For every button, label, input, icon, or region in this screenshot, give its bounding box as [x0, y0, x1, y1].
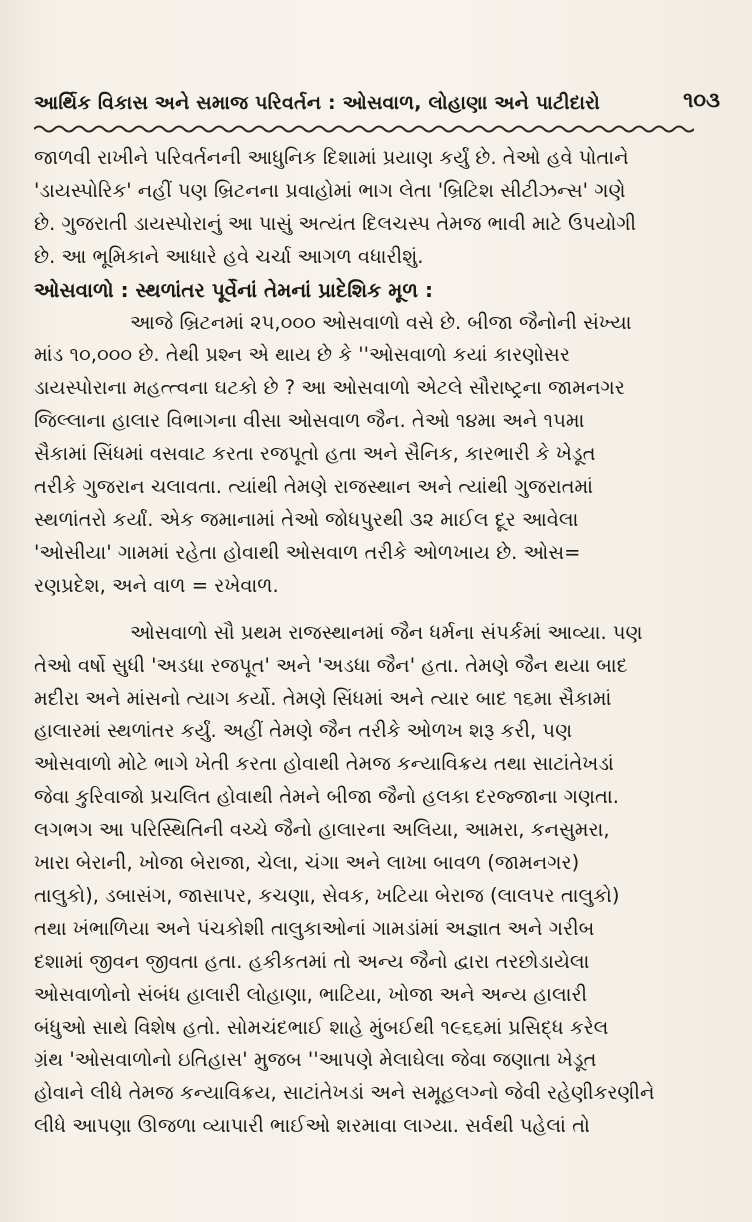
decorative-wavy-rule [34, 124, 694, 134]
text-line: ડાયસ્પોરાના મહત્ત્વના ઘટકો છે ? આ ઓસવાળો એટલે સૌરાષ્ટ્રના જામનગર [34, 376, 625, 400]
paragraph-1 [34, 307, 702, 603]
text-line: ઓસવાળો મોટે ભાગે ખેતી કરતા હોવાથી તેમજ કન્યાવિક્રય તથા સાટાંતેખડાં [34, 752, 614, 776]
text-line: બંધુઓ સાથે વિશેષ હતો. સોમચંદભાઈ શાહે મુંબઈથી ૧૯૬૬માં પ્રસિદ્ધ કરેલ [34, 1015, 609, 1039]
text-line: તાલુકો), ડબાસંગ, જાસાપર, કચણા, સેવક, ખટિયા બેરાજ (લાલપર તાલુકો) [34, 883, 620, 907]
paragraph-2 [34, 617, 702, 1144]
text-line: જેવા કુરિવાજો પ્રચલિત હોવાથી તેમને બીજા જૈનો હલકા દરજ્જાના ગણતા. [34, 785, 619, 809]
text-line: માંડ ૧૦,૦૦૦ છે. તેથી પ્રશ્ન એ થાય છે કે ''ઓસવાળો કયાં કારણોસર [34, 343, 570, 367]
text-line: ગ્રંથ 'ઓસવાળોનો ઇતિહાસ' મુજબ ''આપણે મેલાઘેલા જેવા જણાતા ખેડૂત [34, 1048, 597, 1072]
page-number: ૧૦૩ [683, 88, 720, 112]
text-line: છે. ગુજરાતી ડાયસ્પોરાનું આ પાસું અત્યંત દિલચસ્પ તેમજ ભાવી માટે ઉપયોગી [34, 211, 637, 235]
text-line: હાલારમાં સ્થળાંતર કર્યું. અહીં તેમણે જૈન તરીકે ઓળખ શરૂ કરી, પણ [34, 719, 573, 743]
text-line: તથા ખંભાળિયા અને પંચકોશી તાલુકાઓનાં ગામડાંમાં અજ્ઞાત અને ગરીબ [34, 916, 595, 940]
text-line: મદીરા અને માંસનો ત્યાગ કર્યો. તેમણે સિંધમાં અને ત્યાર બાદ ૧૬મા સૈકામાં [34, 686, 612, 710]
text-line: સૈકામાં સિંધમાં વસવાટ કરતા રજપૂતો હતા અને સૈનિક, કારભારી કે ખેડૂત [34, 442, 596, 466]
text-line: રણપ્રદેશ, અને વાળ = રખેવાળ. [34, 573, 279, 597]
text-line: તરીકે ગુજરાન ચલાવતા. ત્યાંથી તેમણે રાજસ્થાન અને ત્યાંથી ગુજરાતમાં [34, 475, 594, 499]
text-line: હોવાને લીધે તેમજ કન્યાવિક્રય, સાટાંતેખડાં અને સમૂહલગ્નો જેવી રહેણીકરણીને [34, 1081, 655, 1105]
text-line: 'ડાયસ્પોરિક' નહીં પણ બ્રિટનના પ્રવાહોમાં ભાગ લેતા 'બ્રિટિશ સીટીઝન્સ' ગણે [34, 178, 626, 202]
running-title: આર્થિક વિકાસ અને સમાજ પરિવર્તન : ઓસવાળ, લોહાણા અને પાટીદારો [34, 92, 600, 114]
text-line: દશામાં જીવન જીવતા હતા. હકીકતમાં તો અન્ય જૈનો દ્વારા તરછોડાયેલા [34, 949, 590, 973]
text-line: જાળવી રાખીને પરિવર્તનની આધુનિક દિશામાં પ્રયાણ કર્યું છે. તેઓ હવે પોતાને [34, 146, 629, 169]
text-line: ઓસવાળો સૌ પ્રથમ રાજસ્થાનમાં જૈન ધર્મના સંપર્કમાં આવ્યા. પણ [130, 620, 643, 644]
page-body [34, 142, 702, 1143]
text-line: ખારા બેરાની, ખોજા બેરાજા, ચેલા, ચંગા અને લાખા બાવળ (જામનગર) [34, 851, 580, 875]
text-line: સ્થળાંતરો કર્યાં. એક જમાનામાં તેઓ જોધપુરથી ૩૨ માઈલ દૂર આવેલા [34, 507, 579, 531]
text-line: 'ઓસીયા' ગામમાં રહેતા હોવાથી ઓસવાળ તરીકે ઓળખાય છે. ઓસ= [34, 540, 581, 564]
text-line: લીધે આપણા ઊજળા વ્યાપારી ભાઈઓ શરમાવા લાગ્યા. સર્વથી પહેલાં તો [34, 1114, 590, 1138]
intro-paragraph [34, 142, 702, 274]
text-line: તેઓ વર્ષો સુધી 'અડધા રજપૂત' અને 'અડધા જૈન' હતા. તેમણે જૈન થયા બાદ [34, 653, 628, 677]
text-line: આજે બ્રિટનમાં ૨૫,૦૦૦ ઓસવાળો વસે છે. બીજા જૈનોની સંખ્યા [130, 310, 632, 334]
section-heading: ઓસવાળો : સ્થળાંતર પૂર્વેનાં તેમનાં પ્રાદેશિક મૂળ : [34, 277, 433, 302]
text-line: લગભગ આ પરિસ્થિતિની વચ્ચે જૈનો હાલારના અલિયા, આમરા, કનસુમરા, [34, 818, 610, 842]
text-line: છે. આ ભૂમિકાને આધારે હવે ચર્ચા આગળ વધારીશું. [34, 244, 424, 268]
paragraph-spacer [34, 603, 702, 617]
page-header [34, 86, 724, 126]
text-line: ઓસવાળોનો સંબંધ હાલારી લોહાણા, ભાટિયા, ખોજા અને અન્ય હાલારી [34, 982, 588, 1006]
text-line: જિલ્લાના હાલાર વિભાગના વીસા ઓસવાળ જૈન. તેઓ ૧૪મા અને ૧૫મા [34, 409, 585, 433]
